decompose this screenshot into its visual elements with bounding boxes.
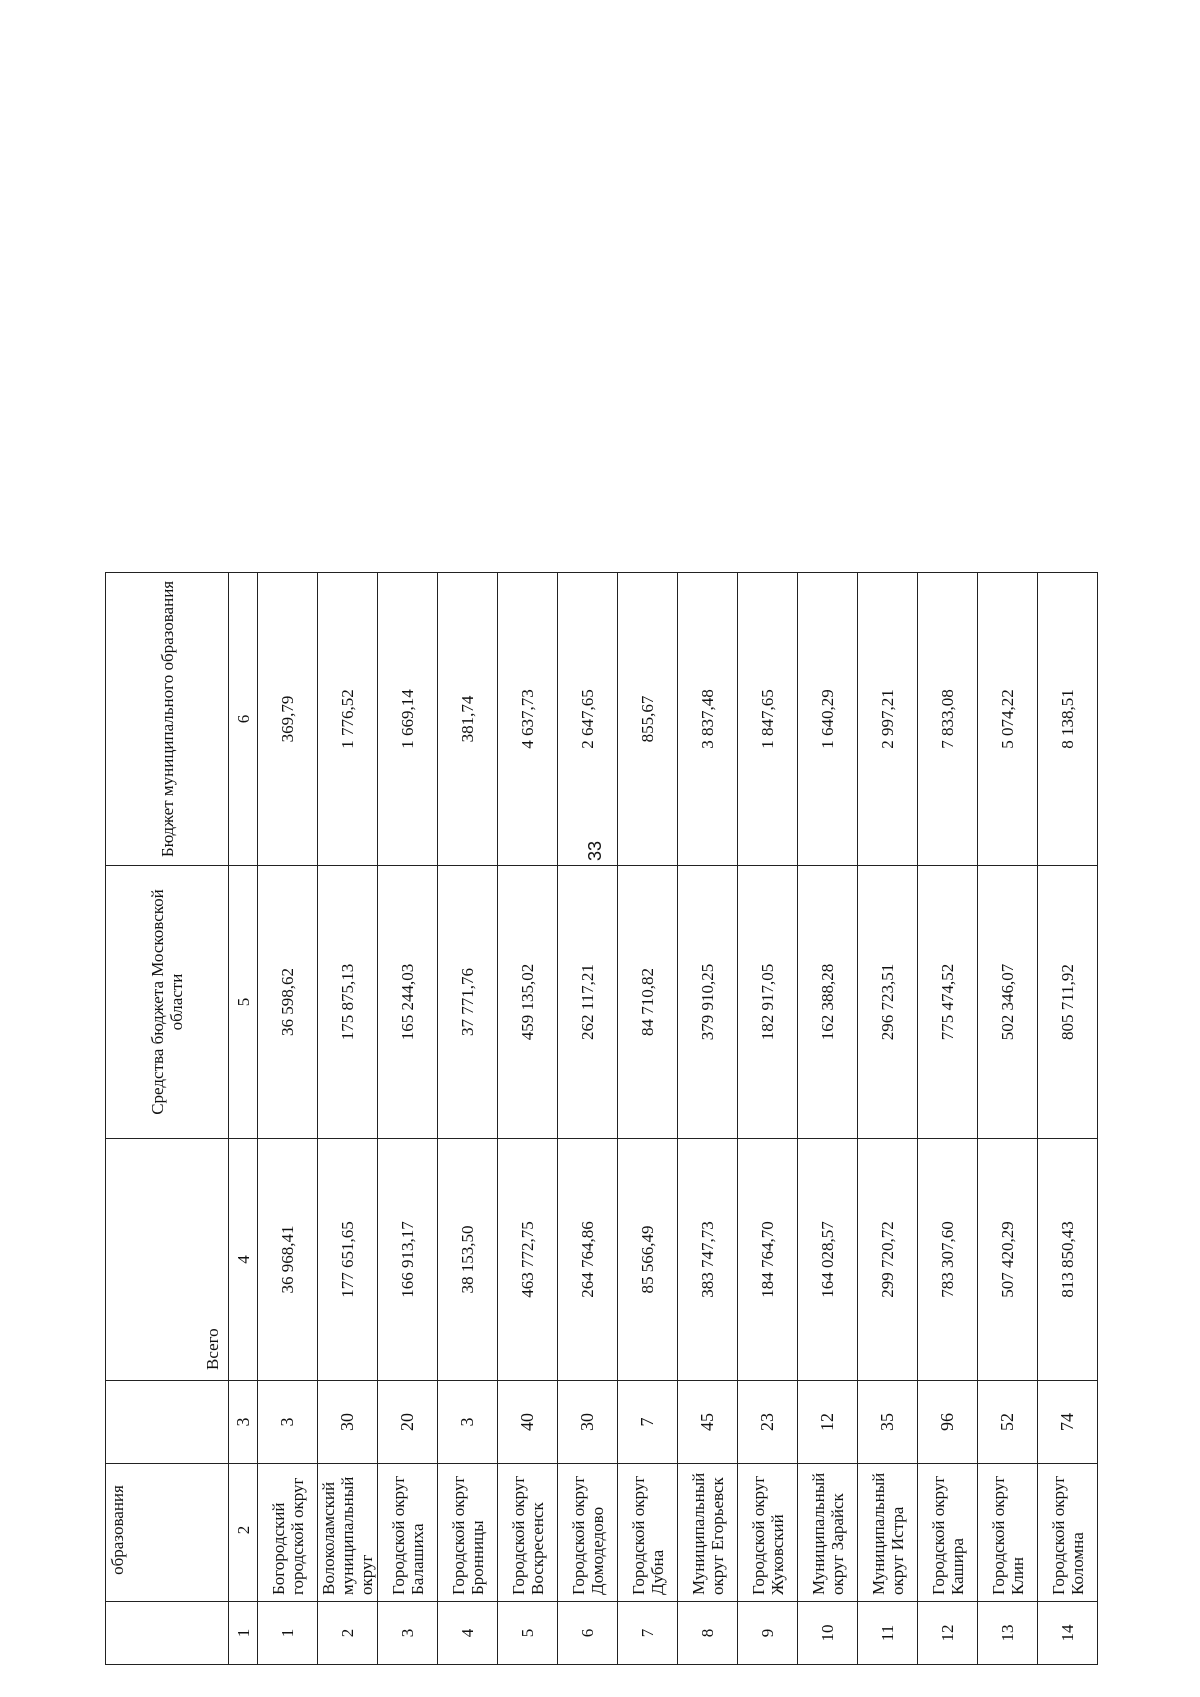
municipal-budget-amount: 4 637,73 bbox=[498, 573, 558, 866]
column-number: 2 bbox=[229, 1464, 258, 1602]
municipality-name: Городской округ Балашиха bbox=[378, 1464, 438, 1602]
row-number: 10 bbox=[798, 1602, 858, 1665]
municipality-name: Городской округ Воскресенск bbox=[498, 1464, 558, 1602]
table-row bbox=[438, 573, 498, 1665]
regional-budget-amount: 36 598,62 bbox=[258, 866, 318, 1139]
column-number: 3 bbox=[229, 1381, 258, 1464]
column-number: 4 bbox=[229, 1139, 258, 1381]
header-col-2: образования bbox=[106, 1464, 229, 1602]
total-amount: 299 720,72 bbox=[858, 1139, 918, 1381]
table-row bbox=[498, 573, 558, 1665]
header-col-3 bbox=[106, 1381, 229, 1464]
object-count: 7 bbox=[618, 1381, 678, 1464]
regional-budget-amount: 175 875,13 bbox=[318, 866, 378, 1139]
regional-budget-amount: 775 474,52 bbox=[918, 866, 978, 1139]
regional-budget-amount: 379 910,25 bbox=[678, 866, 738, 1139]
table-row bbox=[1038, 573, 1098, 1665]
row-number: 3 bbox=[378, 1602, 438, 1665]
row-number: 5 bbox=[498, 1602, 558, 1665]
municipality-name: Муниципальный округ Егорьевск bbox=[678, 1464, 738, 1602]
rotated-table-container bbox=[105, 580, 1145, 1665]
row-number: 6 bbox=[558, 1602, 618, 1665]
municipal-budget-amount: 7 833,08 bbox=[918, 573, 978, 866]
column-number: 6 bbox=[229, 573, 258, 866]
total-amount: 383 747,73 bbox=[678, 1139, 738, 1381]
municipal-budget-amount: 1 847,65 bbox=[738, 573, 798, 866]
table-body bbox=[258, 573, 1098, 1665]
row-number: 13 bbox=[978, 1602, 1038, 1665]
object-count: 23 bbox=[738, 1381, 798, 1464]
object-count: 74 bbox=[1038, 1381, 1098, 1464]
row-number: 2 bbox=[318, 1602, 378, 1665]
column-number: 5 bbox=[229, 866, 258, 1139]
row-number: 1 bbox=[258, 1602, 318, 1665]
object-count: 96 bbox=[918, 1381, 978, 1464]
total-amount: 264 764,86 bbox=[558, 1139, 618, 1381]
municipality-name: Городской округ Клин bbox=[978, 1464, 1038, 1602]
municipal-budget-amount: 2 647,65 bbox=[558, 573, 618, 866]
regional-budget-amount: 459 135,02 bbox=[498, 866, 558, 1139]
table-header-row bbox=[106, 573, 229, 1665]
table-row bbox=[678, 573, 738, 1665]
row-number: 14 bbox=[1038, 1602, 1098, 1665]
regional-budget-amount: 84 710,82 bbox=[618, 866, 678, 1139]
municipal-budget-amount: 1 776,52 bbox=[318, 573, 378, 866]
page-number: 33 bbox=[585, 840, 605, 862]
object-count: 30 bbox=[558, 1381, 618, 1464]
municipal-budget-amount: 1 640,29 bbox=[798, 573, 858, 866]
municipality-name: Богородский городской округ bbox=[258, 1464, 318, 1602]
budget-table bbox=[105, 572, 1098, 1665]
table-row bbox=[558, 573, 618, 1665]
municipality-name: Городской округ Жуковский bbox=[738, 1464, 798, 1602]
total-amount: 38 153,50 bbox=[438, 1139, 498, 1381]
table-row bbox=[318, 573, 378, 1665]
municipality-name: Муниципальный округ Истра bbox=[858, 1464, 918, 1602]
column-number: 1 bbox=[229, 1602, 258, 1665]
table-row bbox=[738, 573, 798, 1665]
municipal-budget-amount: 369,79 bbox=[258, 573, 318, 866]
object-count: 12 bbox=[798, 1381, 858, 1464]
table-row bbox=[858, 573, 918, 1665]
total-amount: 36 968,41 bbox=[258, 1139, 318, 1381]
object-count: 35 bbox=[858, 1381, 918, 1464]
municipal-budget-amount: 1 669,14 bbox=[378, 573, 438, 866]
total-amount: 783 307,60 bbox=[918, 1139, 978, 1381]
object-count: 20 bbox=[378, 1381, 438, 1464]
municipal-budget-amount: 5 074,22 bbox=[978, 573, 1038, 866]
object-count: 52 bbox=[978, 1381, 1038, 1464]
total-amount: 85 566,49 bbox=[618, 1139, 678, 1381]
total-amount: 164 028,57 bbox=[798, 1139, 858, 1381]
object-count: 3 bbox=[258, 1381, 318, 1464]
header-col-4: Всего bbox=[106, 1139, 229, 1381]
municipal-budget-amount: 855,67 bbox=[618, 573, 678, 866]
regional-budget-amount: 296 723,51 bbox=[858, 866, 918, 1139]
total-amount: 507 420,29 bbox=[978, 1139, 1038, 1381]
header-col-5: Средства бюджета Московской области bbox=[106, 866, 229, 1139]
row-number: 11 bbox=[858, 1602, 918, 1665]
object-count: 30 bbox=[318, 1381, 378, 1464]
total-amount: 813 850,43 bbox=[1038, 1139, 1098, 1381]
table-row bbox=[918, 573, 978, 1665]
object-count: 45 bbox=[678, 1381, 738, 1464]
total-amount: 166 913,17 bbox=[378, 1139, 438, 1381]
municipality-name: Городской округ Домодедово bbox=[558, 1464, 618, 1602]
regional-budget-amount: 262 117,21 bbox=[558, 866, 618, 1139]
municipal-budget-amount: 381,74 bbox=[438, 573, 498, 866]
total-amount: 184 764,70 bbox=[738, 1139, 798, 1381]
header-col-6: Бюджет муниципального образования bbox=[106, 573, 229, 866]
header-col-1 bbox=[106, 1602, 229, 1665]
table-row bbox=[378, 573, 438, 1665]
regional-budget-amount: 165 244,03 bbox=[378, 866, 438, 1139]
row-number: 4 bbox=[438, 1602, 498, 1665]
municipality-name: Муниципальный округ Зарайск bbox=[798, 1464, 858, 1602]
object-count: 3 bbox=[438, 1381, 498, 1464]
regional-budget-amount: 37 771,76 bbox=[438, 866, 498, 1139]
regional-budget-amount: 182 917,05 bbox=[738, 866, 798, 1139]
table-row bbox=[618, 573, 678, 1665]
municipality-name: Городской округ Кашира bbox=[918, 1464, 978, 1602]
municipality-name: Городской округ Коломна bbox=[1038, 1464, 1098, 1602]
regional-budget-amount: 805 711,92 bbox=[1038, 866, 1098, 1139]
table-row bbox=[798, 573, 858, 1665]
municipality-name: Городской округ Дубна bbox=[618, 1464, 678, 1602]
row-number: 7 bbox=[618, 1602, 678, 1665]
row-number: 8 bbox=[678, 1602, 738, 1665]
municipality-name: Волоколамский муниципальный округ bbox=[318, 1464, 378, 1602]
total-amount: 463 772,75 bbox=[498, 1139, 558, 1381]
row-number: 12 bbox=[918, 1602, 978, 1665]
column-number-row bbox=[229, 573, 258, 1665]
municipal-budget-amount: 2 997,21 bbox=[858, 573, 918, 866]
municipal-budget-amount: 3 837,48 bbox=[678, 573, 738, 866]
table-row bbox=[258, 573, 318, 1665]
regional-budget-amount: 162 388,28 bbox=[798, 866, 858, 1139]
municipality-name: Городской округ Бронницы bbox=[438, 1464, 498, 1602]
municipal-budget-amount: 8 138,51 bbox=[1038, 573, 1098, 866]
table-row bbox=[978, 573, 1038, 1665]
total-amount: 177 651,65 bbox=[318, 1139, 378, 1381]
row-number: 9 bbox=[738, 1602, 798, 1665]
regional-budget-amount: 502 346,07 bbox=[978, 866, 1038, 1139]
object-count: 40 bbox=[498, 1381, 558, 1464]
